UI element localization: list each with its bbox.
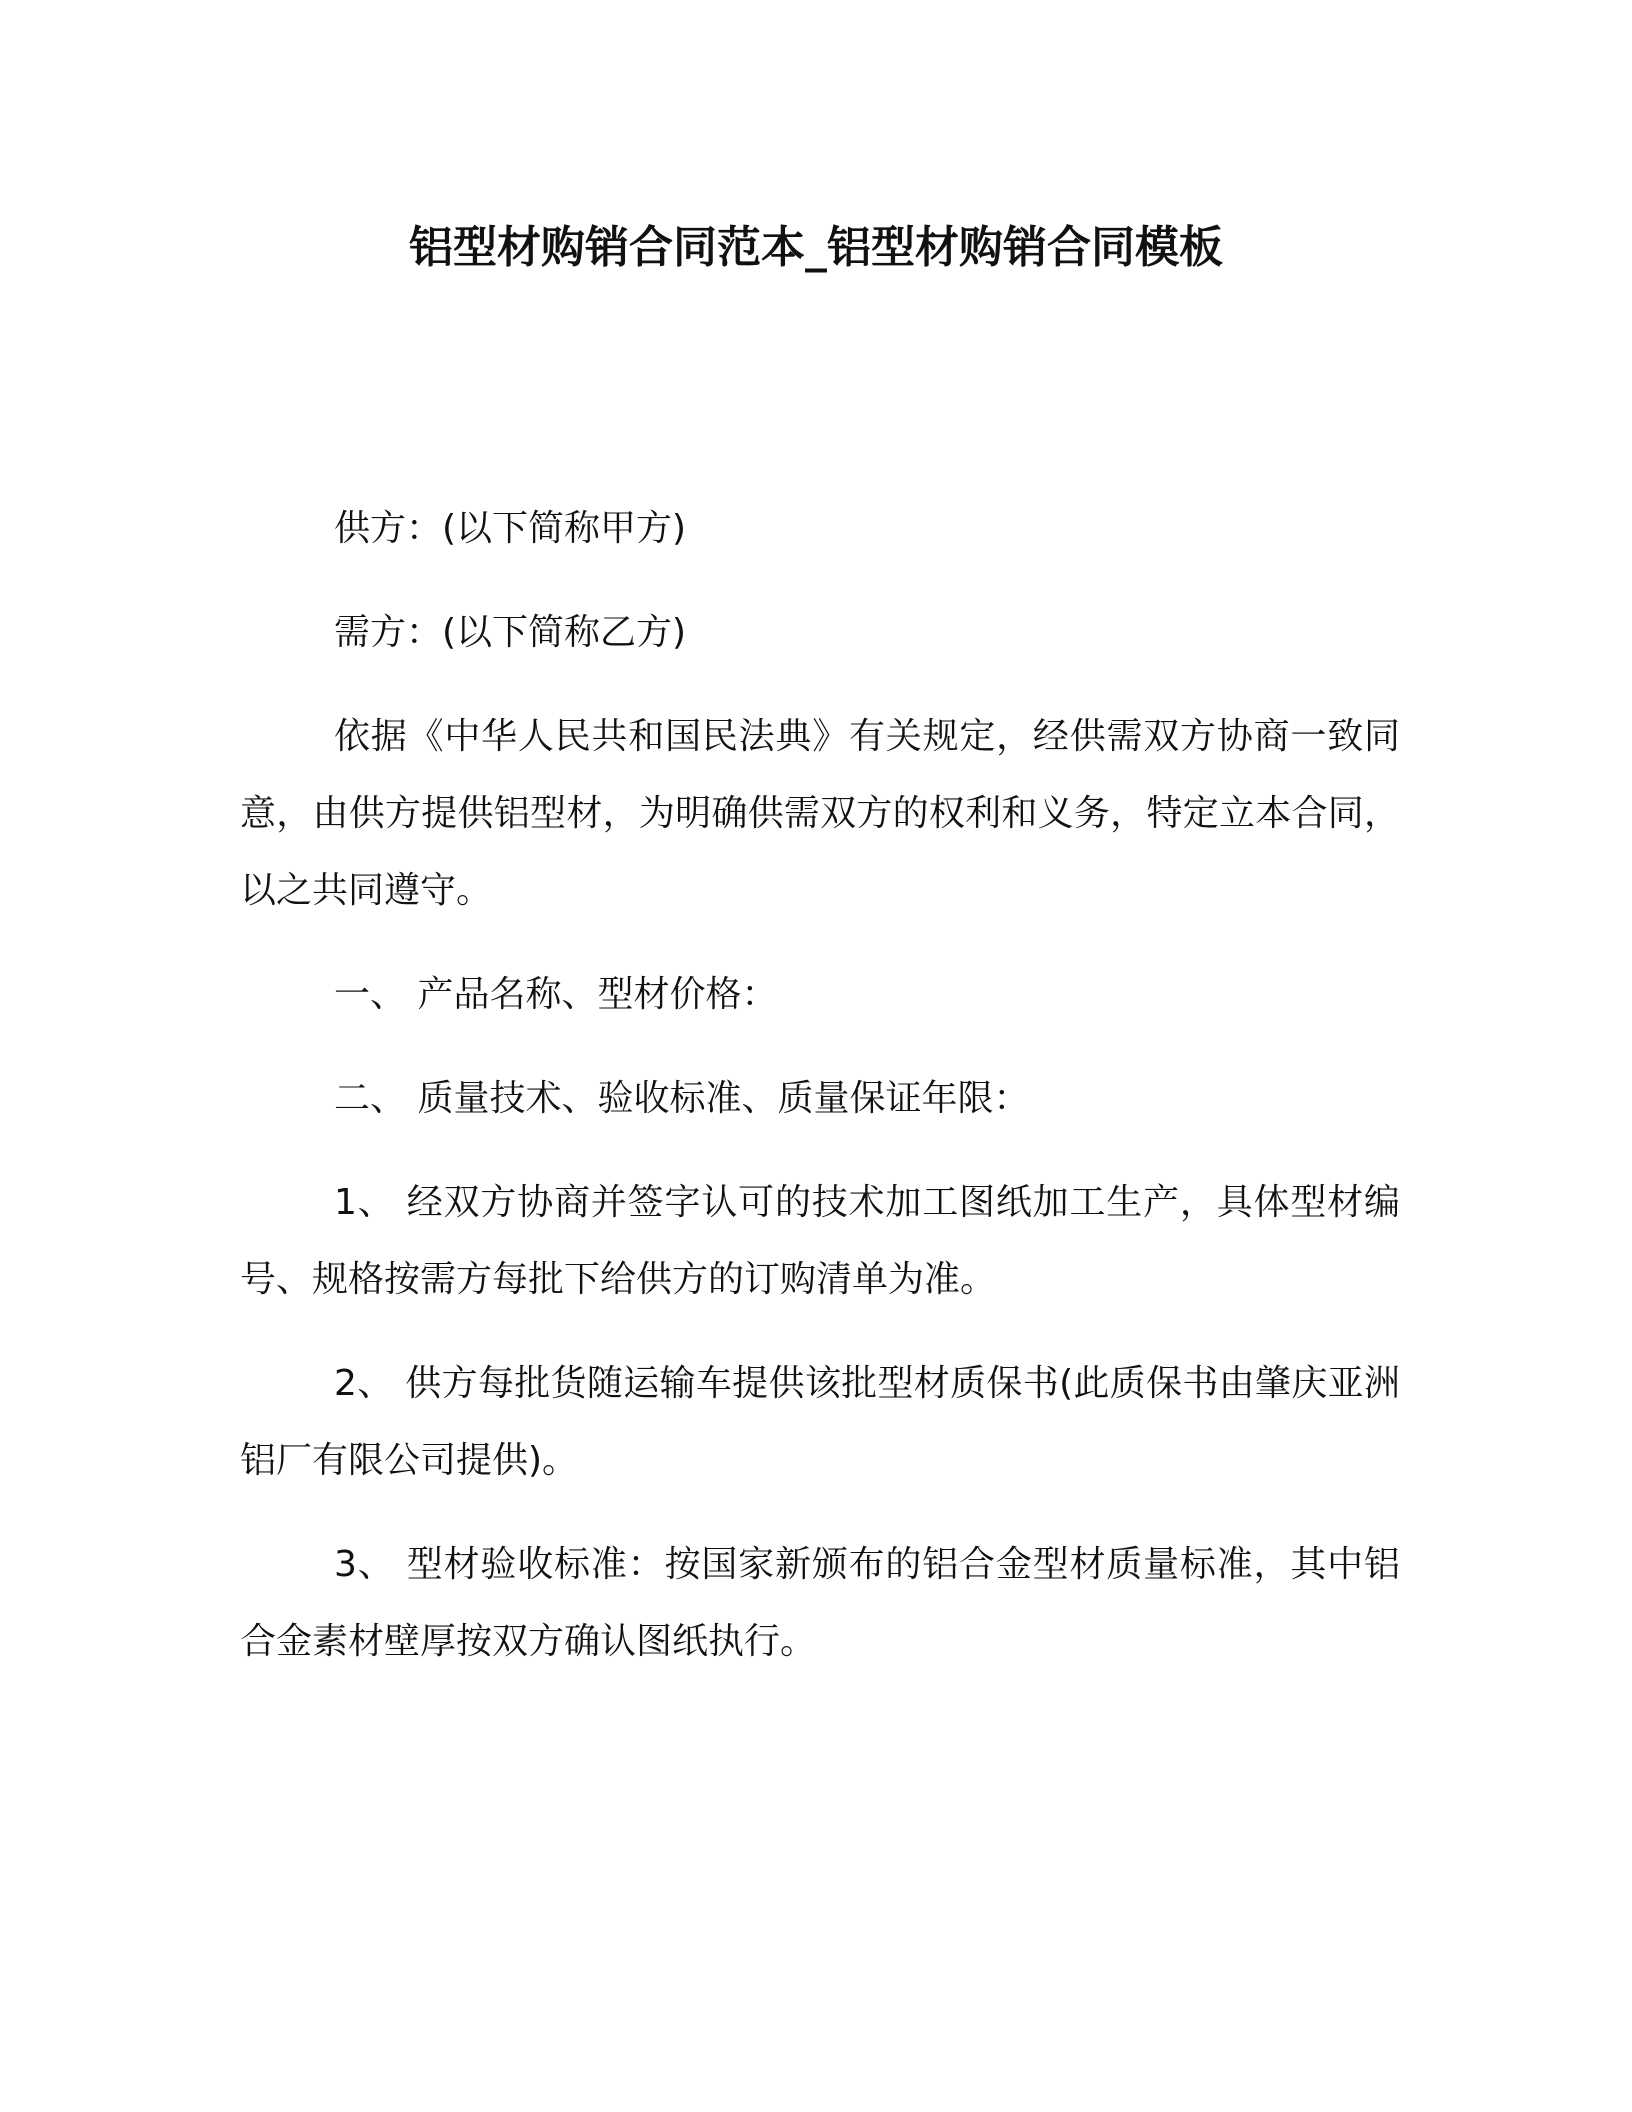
clause-3: 3、 型材验收标准：按国家新颁布的铝合金型材质量标准，其中铝合金素材壁厚按双方确认图纸执行。	[240, 1544, 1400, 1662]
section-heading-1: 一、 产品名称、型材价格：	[334, 974, 778, 1015]
document-title: 铝型材购销合同范本_铝型材购销合同模板	[409, 222, 1223, 273]
clause-2: 2、 供方每批货随运输车提供该批型材质保书(此质保书由肇庆亚洲铝厂有限公司提供)。	[240, 1363, 1400, 1481]
preamble-paragraph: 依据《中华人民共和国民法典》有关规定，经供需双方协商一致同意，由供方提供铝型材，为明确供需双方的权利和义务，特定立本合同，以之共同遵守。	[240, 716, 1400, 911]
supplier-line: 供方：(以下简称甲方)	[334, 508, 687, 549]
buyer-line: 需方：(以下简称乙方)	[334, 612, 687, 653]
clause-1: 1、 经双方协商并签字认可的技术加工图纸加工生产，具体型材编号、规格按需方每批下给供方的订购清单为准。	[240, 1182, 1400, 1300]
section-heading-2: 二、 质量技术、验收标准、质量保证年限：	[334, 1078, 1030, 1119]
document-body	[240, 490, 1400, 1707]
